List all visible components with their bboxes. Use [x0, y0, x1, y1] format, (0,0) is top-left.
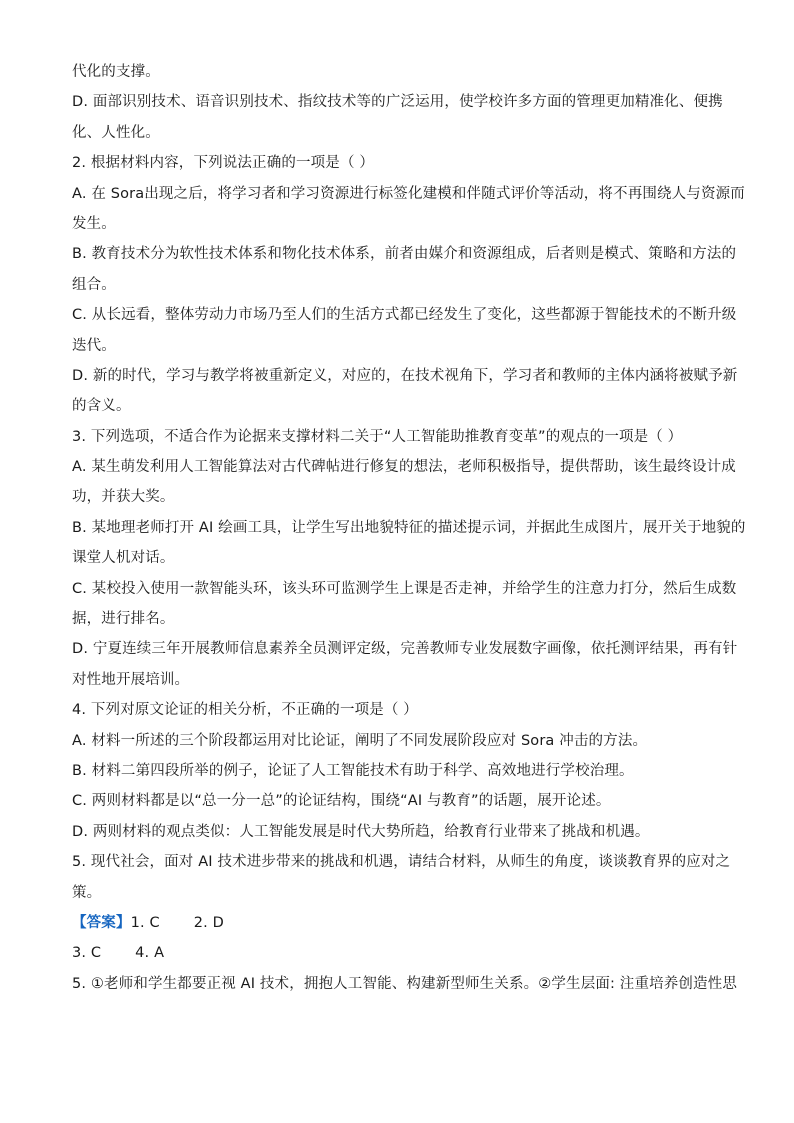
answer-line [72, 913, 732, 933]
text-line: 组合。 [72, 276, 116, 293]
option-d-line: D. 两则材料的观点类似：人工智能发展是时代大势所趋，给教育行业带来了挑战和机遇。 [72, 823, 650, 840]
option-b-line: B. 材料二第四段所举的例子，论证了人工智能技术有助于科学、高效地进行学校治理。 [72, 762, 634, 779]
answer-q4: 4. A [135, 945, 165, 962]
answer-line-2 [72, 943, 732, 963]
text-line: 课堂人机对话。 [72, 550, 175, 567]
question-4: 4. 下列对原文论证的相关分析，不正确的一项是（ ） [72, 702, 418, 719]
option-d-line: D. 面部识别技术、语音识别技术、指纹技术等的广泛运用，使学校许多方面的管理更加精准化、便携 [72, 94, 723, 111]
option-c-line: C. 某校投入使用一款智能头环，该头环可监测学生上课是否走神，并给学生的注意力打分，然后生成数 [72, 580, 737, 597]
text-line: 发生。 [72, 215, 116, 232]
text-line: 策。 [72, 884, 102, 901]
answer-q2: 2. D [193, 914, 224, 931]
option-d-line: D. 新的时代，学习与教学将被重新定义，对应的，在技术视角下，学习者和教师的主体内涵将被赋予新 [72, 367, 738, 384]
answer-q1: 1. C [130, 914, 160, 931]
question-2: 2. 根据材料内容，下列说法正确的一项是（ ） [72, 155, 375, 172]
option-a-line: A. 材料一所述的三个阶段都运用对比论证，阐明了不同发展阶段应对 Sora 冲击的方法。 [72, 732, 648, 749]
question-5: 5. 现代社会，面对 AI 技术进步带来的挑战和机遇，请结合材料，从师生的角度，谈谈教育界的应对之 [72, 854, 731, 871]
text-line: 据，进行排名。 [72, 611, 175, 628]
option-b-line: B. 教育技术分为软性技术体系和物化技术体系，前者由媒介和资源组成，后者则是模式、策略和方法的 [72, 246, 737, 263]
option-c-line: C. 从长远看，整体劳动力市场乃至人们的生活方式都已经发生了变化，这些都源于智能技术的不断升级 [72, 307, 737, 324]
text-line: 功，并获大奖。 [72, 489, 175, 506]
option-b-line: B. 某地理老师打开 AI 绘画工具，让学生写出地貌特征的描述提示词，并据此生成图片，展开关于地貌的 [72, 519, 746, 536]
text-line: 代化的支撑。 [72, 64, 160, 80]
option-c-line: C. 两则材料都是以“总一分一总”的论证结构，围绕“AI 与教育”的话题，展开论述。 [72, 793, 611, 810]
question-3: 3. 下列选项，不适合作为论据来支撑材料二关于“人工智能助推教育变革”的观点的一项是（ ） [72, 428, 683, 445]
text-line: 化、人性化。 [72, 124, 160, 141]
option-a-line: A. 某生萌发利用人工智能算法对古代碑帖进行修复的想法，老师积极指导，提供帮助，该生最终设计成 [72, 459, 736, 476]
answer-q5: 5. ①老师和学生都要正视 AI 技术，拥抱人工智能、构建新型师生关系。②学生层面: 注重培养创造性思 [72, 975, 737, 992]
document-page [72, 62, 746, 1004]
text-line: 的含义。 [72, 398, 131, 415]
option-d-line: D. 宁夏连续三年开展教师信息素养全员测评定级，完善教师专业发展数字画像，依托测评结果，再有针 [72, 641, 738, 658]
answer-q3: 3. C [72, 945, 102, 962]
text-line: 迭代。 [72, 337, 116, 354]
answer-label: 【答案】 [72, 914, 131, 931]
option-a-line: A. 在 Sora出现之后，将学习者和学习资源进行标签化建模和伴随式评价等活动，将不再围绕人与资源而 [72, 185, 745, 202]
text-line: 对性地开展培训。 [72, 671, 190, 688]
